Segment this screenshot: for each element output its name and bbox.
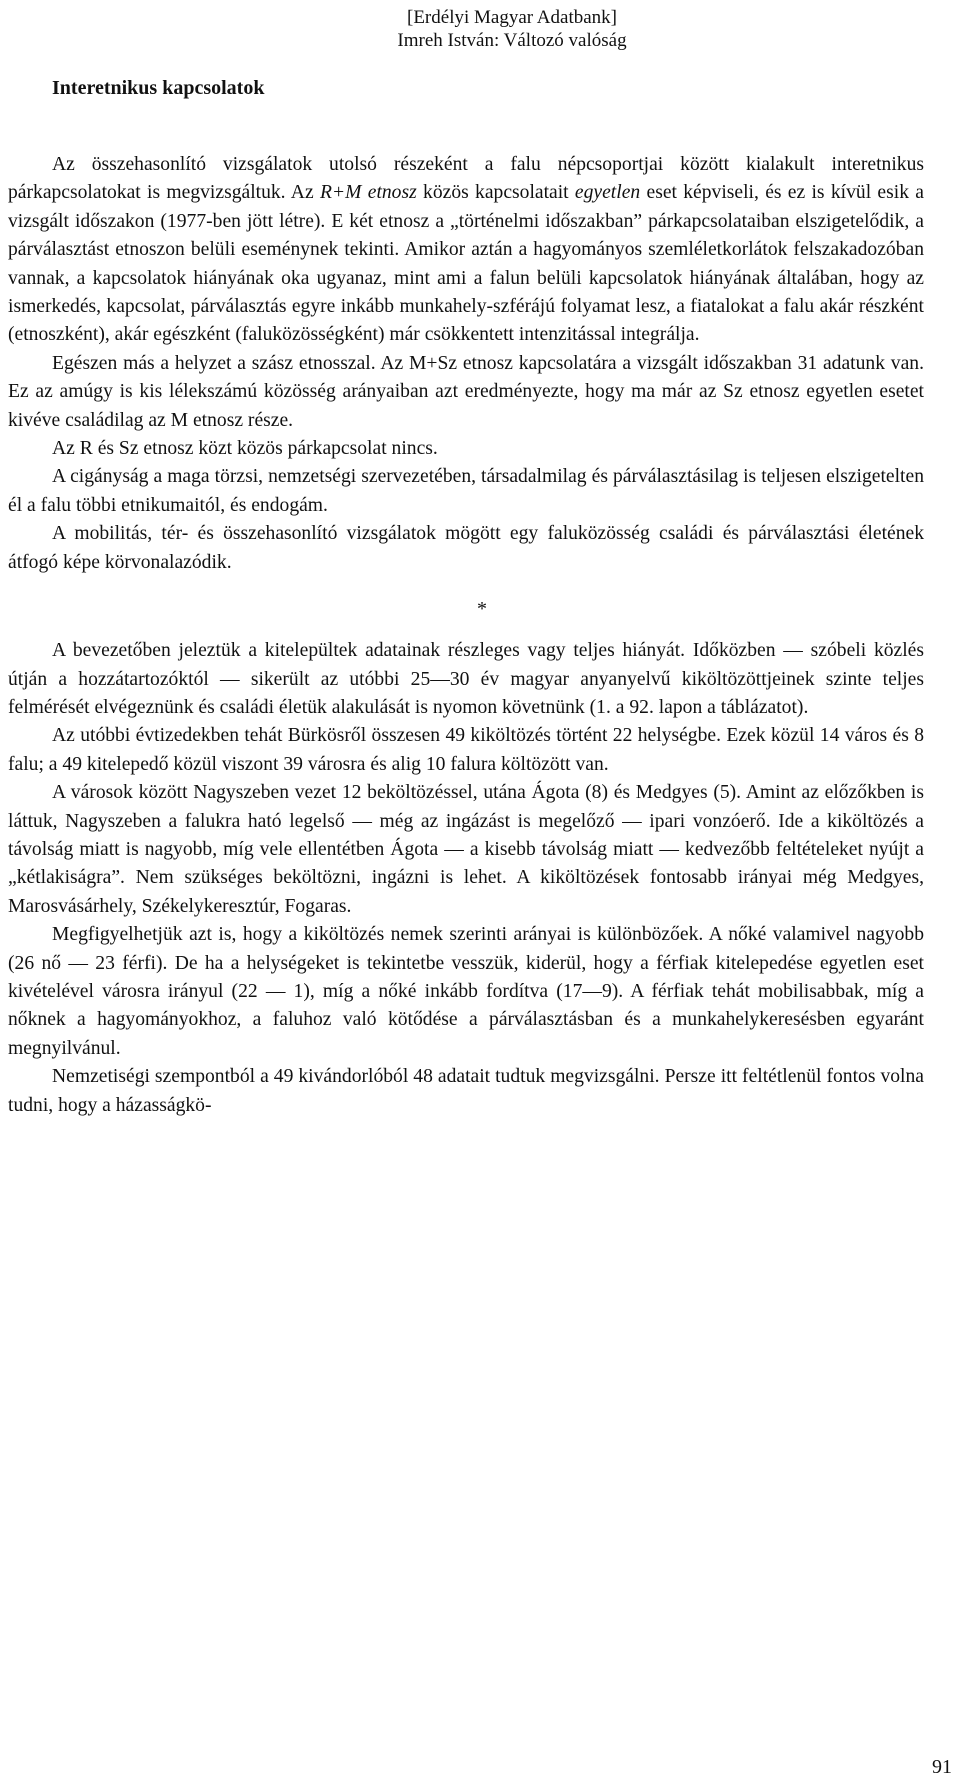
section-title: Interetnikus kapcsolatok xyxy=(52,77,265,99)
paragraph-text: közös kapcsolatait xyxy=(416,182,575,204)
paragraph: A cigányság a maga törzsi, nemzetségi szervezetében, társadalmilag és párválasztásilag is teljesen elszigetelten él a falu többi etnikumaitól, és endogám. xyxy=(8,466,924,516)
paragraph: A városok között Nagyszeben vezet 12 beköltözéssel, utána Ágota (8) és Medgyes (5). Amint az előzőkben is láttuk, Nagyszeben a falukra ható legelső — még az ingázást is megelőző — ipari vonzóerő. Ide a kiköltözés a távolság miatt is nagyobb, míg vele ellentétben Ágota — a kisebb távolság miatt — kedvezőbb feltételeket nyújt a „kétlakiságra”. Nem szükséges beköltözni, ingázni is lehet. A kiköltözések fontosabb irányai még Medgyes, Marosvásárhely, Székelykeresztúr, Fogaras. xyxy=(8,782,924,917)
section-separator: * xyxy=(477,598,487,621)
paragraph: Nemzetiségi szempontból a 49 kivándorlóból 48 adatait tudtuk megvizsgálni. Persze itt feltétlenül fontos volna tudni, hogy a házasságkö- xyxy=(8,1066,924,1116)
paragraph: Egészen más a helyzet a szász etnosszal. Az M+Sz etnosz kapcsolatára a vizsgált időszakban 31 adatunk van. Ez az amúgy is kis lélekszámú közösség arányaiban azt eredményezte, hogy ma már az Sz etnosz egyetlen esetet kivéve családilag az M etnosz része. xyxy=(8,352,924,431)
page-number: 91 xyxy=(932,1756,952,1778)
running-header xyxy=(372,6,652,52)
paragraph: A mobilitás, tér- és összehasonlító vizsgálatok mögött egy faluközösség családi és párválasztási életének átfogó képe körvonalazódik. xyxy=(8,523,924,573)
paragraph-text: Az összehasonlító vizsgálatok utolsó részeként a falu népcsoportjai között kialakult interetnikus párkapcsolatokat is megvizsgáltuk. Az xyxy=(8,154,924,204)
paragraph-interethnic-intro xyxy=(8,151,924,350)
paragraph: Az utóbbi évtizedekben tehát Bürkösről összesen 49 kiköltözés történt 22 helységbe. Ezek közül 14 város és 8 falu; a 49 kitelepedő közül viszont 39 városra és alig 10 falura költözött van. xyxy=(8,725,924,775)
header-book-title: Imreh István: Változó valóság xyxy=(397,30,627,51)
paragraph-text: eset képviseli, és ez is kívül esik a vizsgált időszakon (1977-ben jött létre). E két etnosz a „történelmi időszakban” párkapcsolataiban elszigetelődik, a párválasztást etnoszon belüli eseménynek tekinti. Amikor aztán a hagyományos szemléletkorlátok felszakadozóban vannak, a kapcsolatok hiányának oka ugyanaz, mint ami a falun belüli kapcsolatok hiányának általában, hogy az ismerkedés, kapcsolat, párválasztás egyre inkább munkahely-szférájú folyamat lesz, a fiatalokat a falu akár részként (etnoszként), akár egészként (faluközösségként) már csökkentett intenzitással integrálja. xyxy=(8,182,924,346)
paragraph: A bevezetőben jeleztük a kitelepültek adatainak részleges vagy teljes hiányát. Időközben — szóbeli közlés útján a hozzátartozóktól — sikerült az utóbbi 25—30 év magyar anyanyelvű kiköltözöttjeinek szinte teljes felmérését elvégeznünk és családi életük alakulását is nyomon követnünk (1. a 92. lapon a táblázatot). xyxy=(8,640,924,718)
emphasis-text: R+M etnosz xyxy=(319,182,417,204)
body-text xyxy=(8,151,924,1120)
paragraph: Megfigyelhetjük azt is, hogy a kiköltözés nemek szerinti arányai is különbözőek. A nőké valamivel nagyobb (26 nő — 23 férfi). De ha a helységeket is tekintetbe vesszük, kiderül, hogy a férfiak kitelepedése egyetlen eset kivételével városra irányul (22 — 1), míg a nőké inkább fordítva (17—9). A férfiak tehát mobilisabbak, míg a nőknek a hagyományokhoz, a faluhoz való kötődése a párválasztásban és a munkahelykeresésben egyaránt megnyilvánul. xyxy=(8,924,924,1059)
emphasis-text: egyetlen xyxy=(574,182,641,204)
paragraph: Az R és Sz etnosz közt közös párkapcsolat nincs. xyxy=(52,438,438,460)
header-source: [Erdélyi Magyar Adatbank] xyxy=(407,7,617,28)
